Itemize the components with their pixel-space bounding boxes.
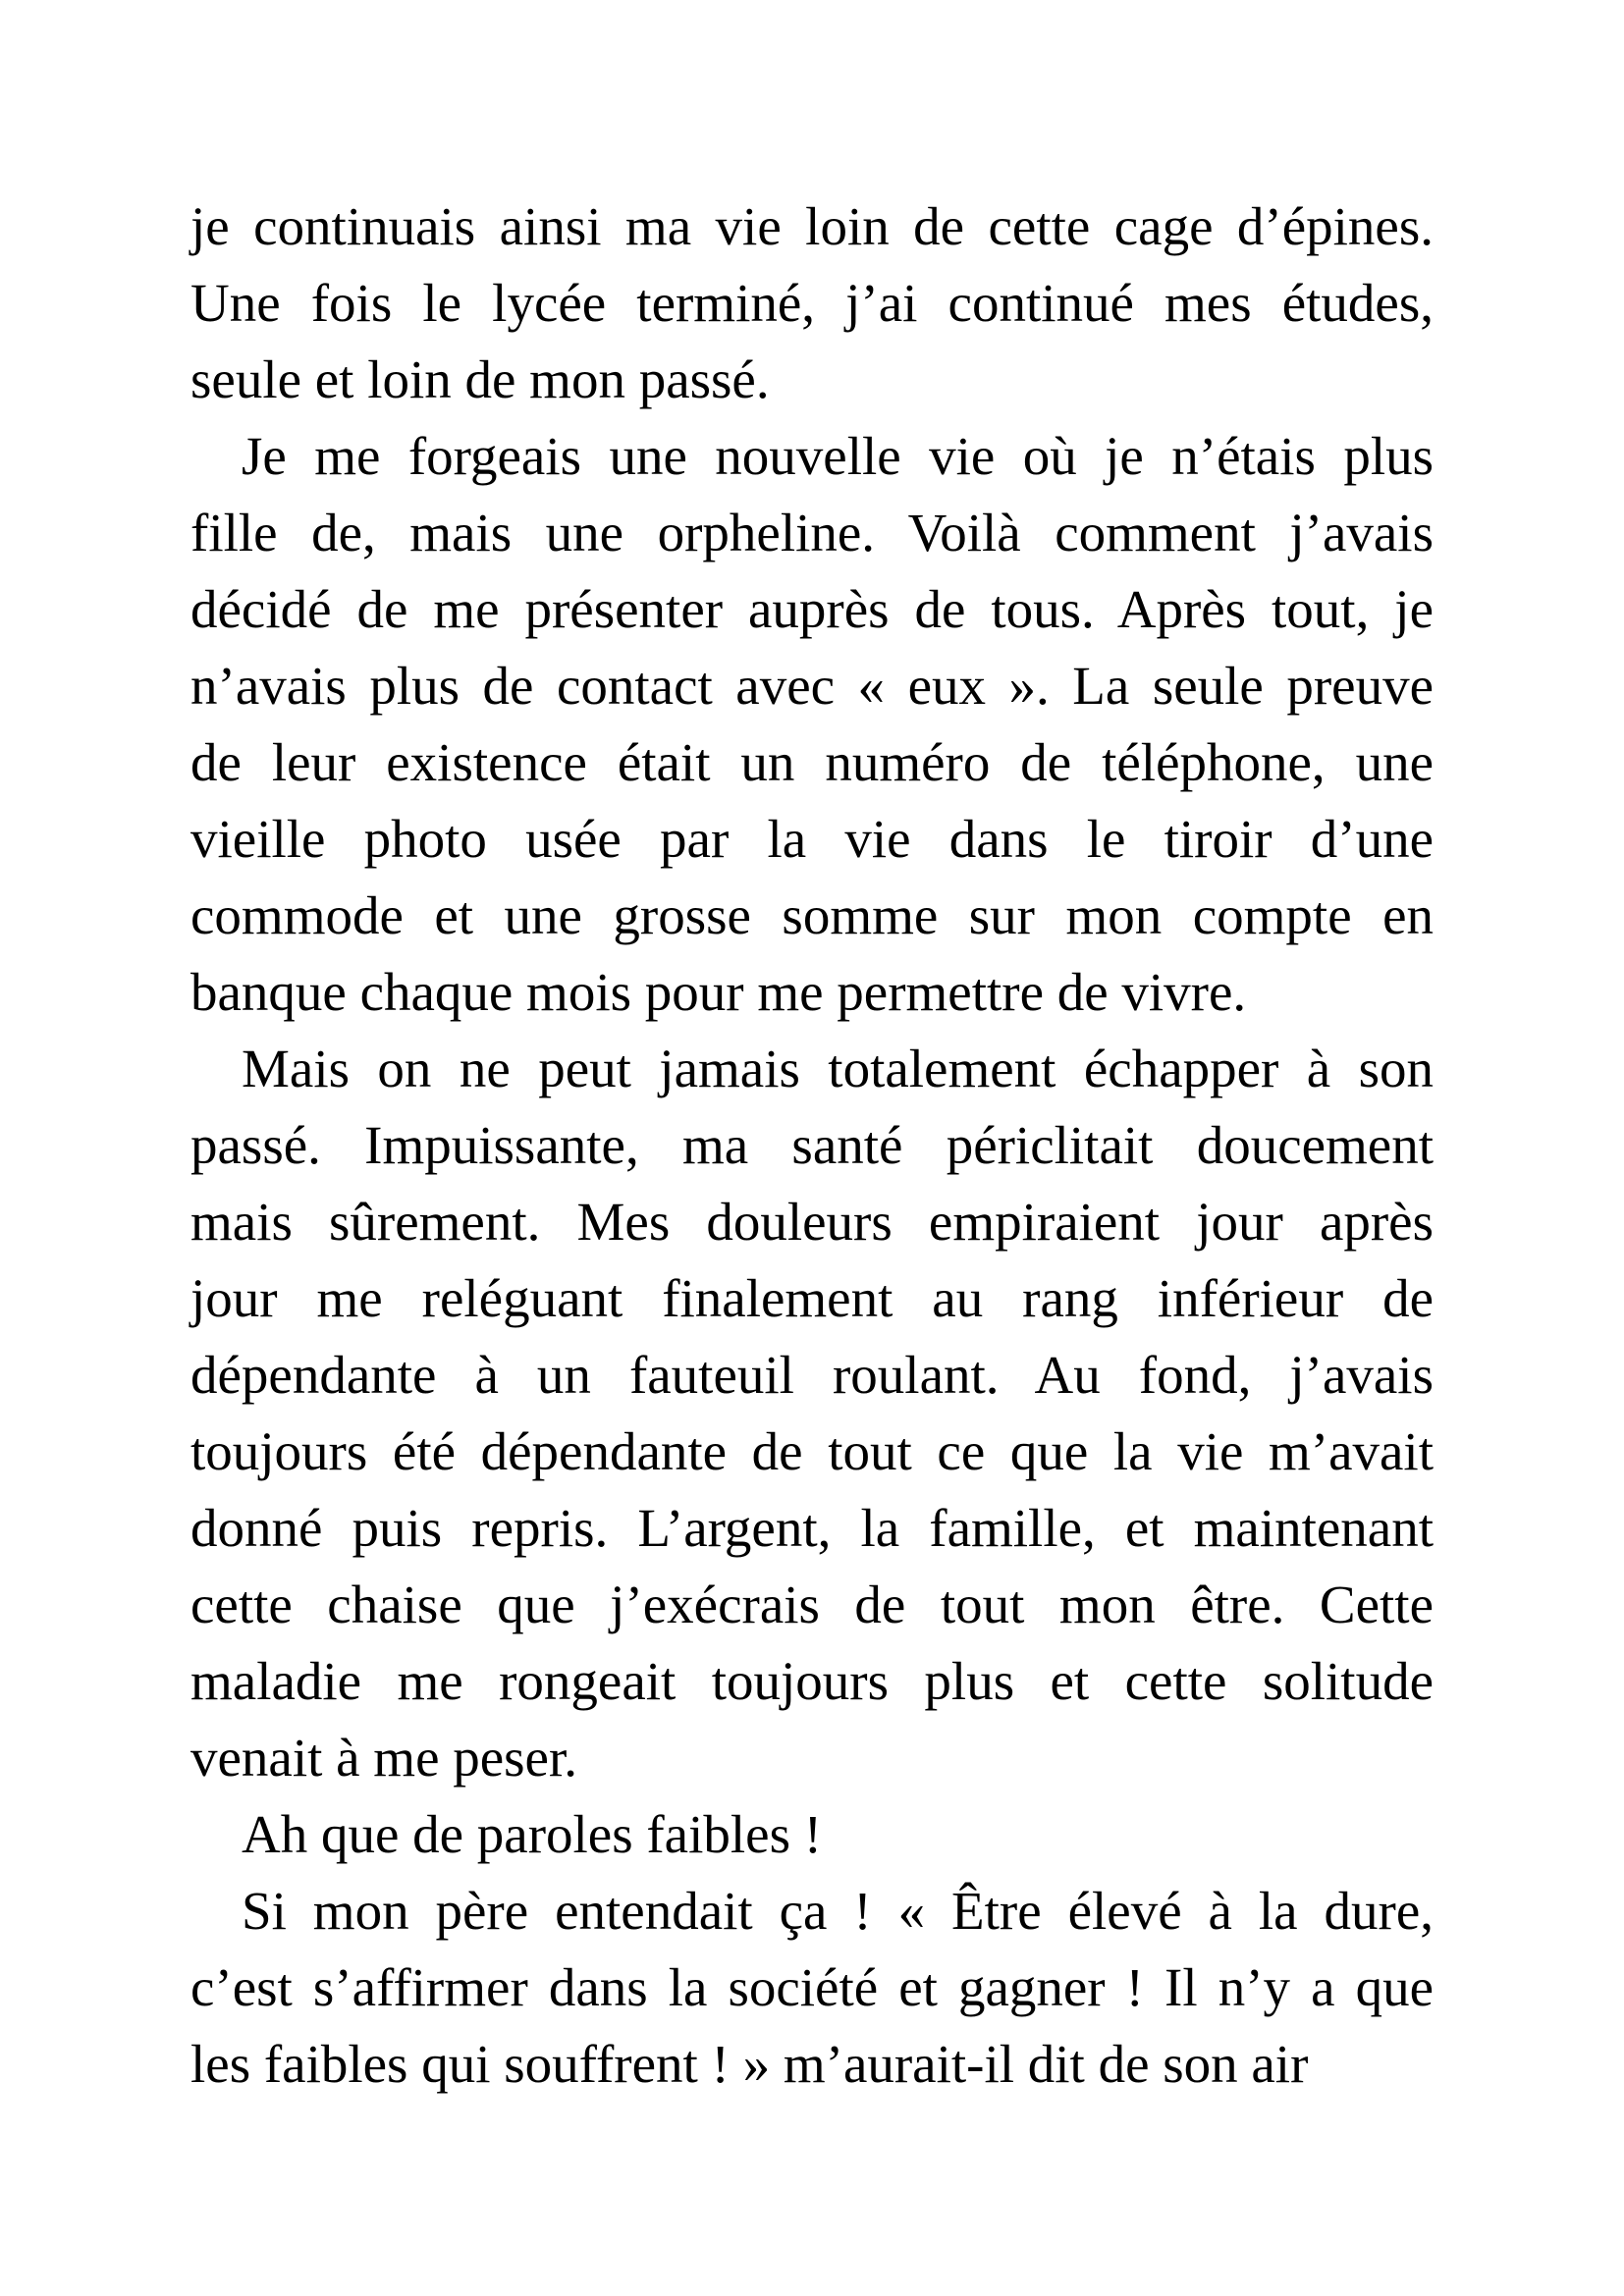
- paragraph: [190, 1796, 1434, 1873]
- text-line: Si mon père entendait ça ! « Être élevé à la dure,: [242, 1881, 1434, 1941]
- text-line: cette chaise que j’exécrais de tout mon être. Cette: [190, 1575, 1434, 1634]
- text-line: Une fois le lycée terminé, j’ai continué mes études,: [190, 273, 1434, 333]
- text-line: mais sûrement. Mes douleurs empiraient jour après: [190, 1192, 1434, 1252]
- paragraph: [190, 1031, 1434, 1796]
- text-line: toujours été dépendante de tout ce que la vie m’avait: [190, 1421, 1434, 1481]
- text-line: venait à me peser.: [190, 1728, 577, 1788]
- paragraph: [190, 188, 1434, 418]
- text-line: Ah que de paroles faibles !: [242, 1804, 823, 1864]
- text-line: commode et une grosse somme sur mon compte en: [190, 885, 1434, 945]
- text-line: maladie me rongeait toujours plus et cette solitude: [190, 1651, 1434, 1711]
- text-line: n’avais plus de contact avec « eux ». La seule preuve: [190, 656, 1434, 716]
- text-line: Je me forgeais une nouvelle vie où je n’étais plus: [242, 426, 1434, 486]
- text-line: fille de, mais une orpheline. Voilà comment j’avais: [190, 503, 1434, 562]
- text-line: décidé de me présenter auprès de tous. Après tout, je: [190, 579, 1434, 639]
- text-line: seule et loin de mon passé.: [190, 349, 770, 409]
- text-line: les faibles qui souffrent ! » m’aurait-il dit de son air: [190, 2034, 1309, 2094]
- text-line: passé. Impuissante, ma santé périclitait doucement: [190, 1115, 1434, 1175]
- text-line: c’est s’affirmer dans la société et gagner ! Il n’y a que: [190, 1957, 1434, 2017]
- text-line: Mais on ne peut jamais totalement échapper à son: [242, 1039, 1434, 1098]
- text-line: je continuais ainsi ma vie loin de cette cage d’épines.: [190, 196, 1434, 256]
- text-line: jour me reléguant finalement au rang inférieur de: [190, 1268, 1434, 1328]
- text-line: de leur existence était un numéro de téléphone, une: [190, 732, 1434, 792]
- text-line: donné puis repris. L’argent, la famille, et maintenant: [190, 1498, 1434, 1558]
- text-line: dépendante à un fauteuil roulant. Au fond, j’avais: [190, 1345, 1434, 1405]
- page-text-block: [190, 188, 1434, 2103]
- text-line: banque chaque mois pour me permettre de vivre.: [190, 962, 1247, 1022]
- paragraph: [190, 1873, 1434, 2103]
- text-line: vieille photo usée par la vie dans le tiroir d’une: [190, 809, 1434, 869]
- paragraph: [190, 418, 1434, 1031]
